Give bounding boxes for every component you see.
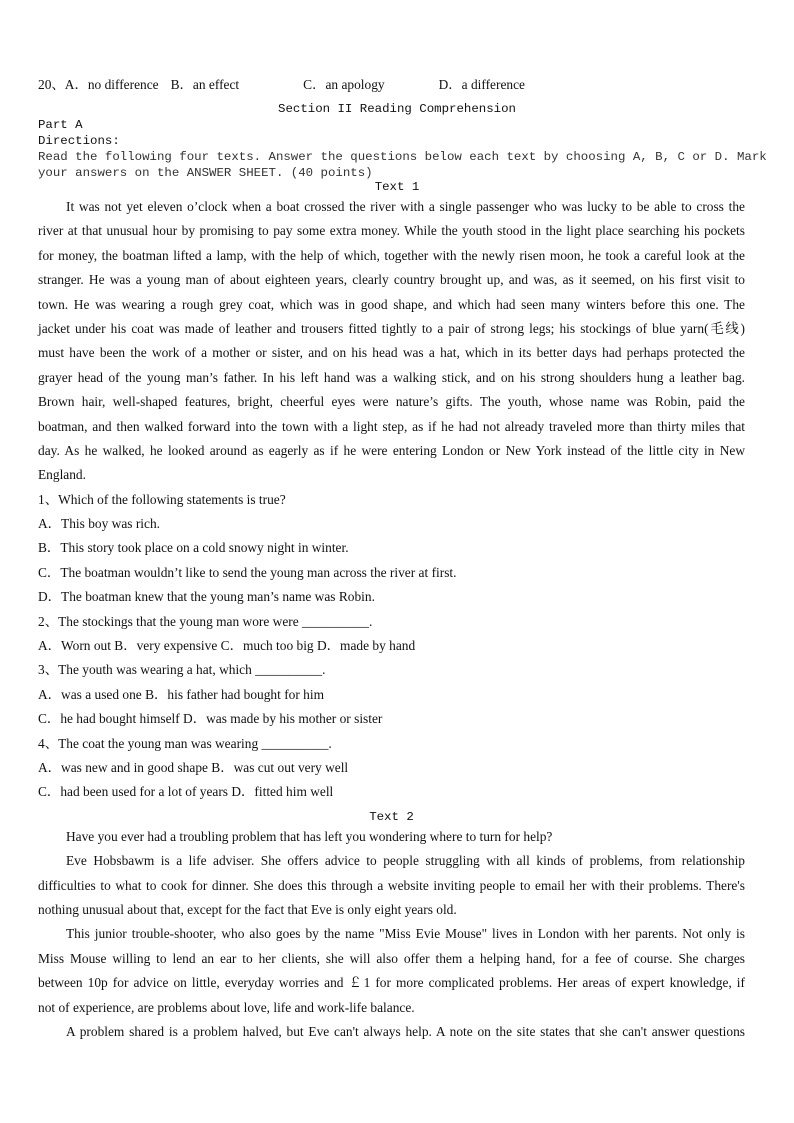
text1-paragraph-line: river at that unusual hour by promising to pay some extra money. While the youth stood in the light place searching his pockets <box>38 223 745 239</box>
question-line: A．was a used one B．his father had bought for him <box>38 686 324 702</box>
question-line: 1、Which of the following statements is true? <box>38 491 286 507</box>
text1-paragraph-line: Brown hair, well-shaped features, bright, cheerful eyes were nature’s gifts. The youth, whose name was Robin, paid the <box>38 394 745 410</box>
option-d: D．a difference <box>438 77 525 92</box>
text1-paragraph-line: England. <box>38 467 86 483</box>
text2-paragraph-line: Miss Mouse willing to lend an ear to her clients, she will also offer them a helping hand, for a fee of course. She charges <box>38 950 745 966</box>
text1-title: Text 1 <box>374 180 420 194</box>
text2-paragraph-line: not of experience, are problems about love, life and work-life balance. <box>38 999 415 1015</box>
text1-paragraph-line: grayer head of the young man’s father. In his left hand was a walking stick, and on his strong shoulders hung a leather bag. <box>38 369 745 385</box>
text1-paragraph-line: boatman, and then walked forward into the town with a light step, as if he had not already traveled more than thirty miles that <box>38 418 745 434</box>
text2-paragraph-line: difficulties to what to cook for dinner. She does this through a website inviting people to email her with their problems. There's <box>38 877 745 893</box>
text1-paragraph-line: for money, the boatman lifted a lamp, with the help of which, together with the newly risen moon, he took a careful look at the <box>38 247 745 263</box>
question-line: D．The boatman knew that the young man’s name was Robin. <box>38 589 375 605</box>
question-line: A．This boy was rich. <box>38 516 160 532</box>
directions-line-1: Read the following four texts. Answer the questions below each text by choosing A, B, C or D. Mark <box>38 150 767 164</box>
directions-line-2: your answers on the ANSWER SHEET. (40 points) <box>38 166 373 180</box>
question-number: 20、 <box>38 77 65 92</box>
text1-paragraph-line: town. He was wearing a rough grey coat, which was in good shape, and which had seen many winters before this one. The <box>38 296 745 312</box>
question-line: C．The boatman wouldn’t like to send the young man across the river at first. <box>38 564 457 580</box>
option-a: A．no difference <box>64 77 159 92</box>
text1-paragraph-line: day. As he walked, he looked around as eagerly as if he were entering London or New York instead of the little city in New <box>38 442 745 458</box>
question-line: A．Worn out B．very expensive C．much too big D．made by hand <box>38 638 416 654</box>
text1-paragraph-line: must have been the work of a mother or sister, and on his head was a hat, which in its better days had perhaps protected the <box>38 345 745 361</box>
text1-paragraph-line: jacket under his coat was made of leather and trousers fitted tightly to a pair of strong legs; his stockings of blue yarn(毛线) <box>38 320 745 336</box>
question-line: 2、The stockings that the young man wore were __________. <box>38 613 373 629</box>
text2-paragraph-line: nothing unusual about that, except for the fact that Eve is only eight years old. <box>38 901 457 917</box>
question-line: 4、The coat the young man was wearing __________. <box>38 735 332 751</box>
question-line: B．This story took place on a cold snowy night in winter. <box>38 540 349 556</box>
text2-paragraph-line: Eve Hobsbawm is a life adviser. She offers advice to people struggling with all kinds of problems, from relationship <box>66 853 745 869</box>
text1-paragraph-line: stranger. He was a young man of about eighteen years, clearly country brought up, and was, as it seemed, on his first visit to <box>38 272 745 288</box>
text2-paragraph-line: Have you ever had a troubling problem that has left you wondering where to turn for help? <box>66 828 553 844</box>
directions-label: Directions: <box>38 134 120 148</box>
reading-body <box>38 195 745 1044</box>
question-line: C．had been used for a lot of years D．fitted him well <box>38 784 334 800</box>
option-c: C．an apology <box>303 77 385 92</box>
question-20 <box>38 77 525 92</box>
question-line: 3、The youth was wearing a hat, which __________. <box>38 662 326 678</box>
part-label: Part A <box>38 118 83 132</box>
question-line: A．was new and in good shape B．was cut out very well <box>38 759 349 775</box>
text2-paragraph-line: between 10p for advice on little, everyday worries and ￡1 for more complicated problems. Her areas of expert knowledge, if <box>38 975 745 991</box>
text1-paragraph-line: It was not yet eleven o’clock when a boat crossed the river with a single passenger who was lucky to be able to cross the <box>66 199 745 214</box>
text2-title: Text 2 <box>369 809 414 824</box>
option-b: B．an effect <box>170 77 240 92</box>
text2-paragraph-line: A problem shared is a problem halved, but Eve can't always help. A note on the site states that she can't answer questions <box>66 1023 745 1039</box>
section-title: Section II Reading Comprehension <box>278 102 516 116</box>
question-line: C．he had bought himself D．was made by his mother or sister <box>38 711 383 727</box>
text2-paragraph-line: This junior trouble-shooter, who also goes by the name "Miss Evie Mouse" lives in London with her parents. Not only is <box>66 926 745 942</box>
